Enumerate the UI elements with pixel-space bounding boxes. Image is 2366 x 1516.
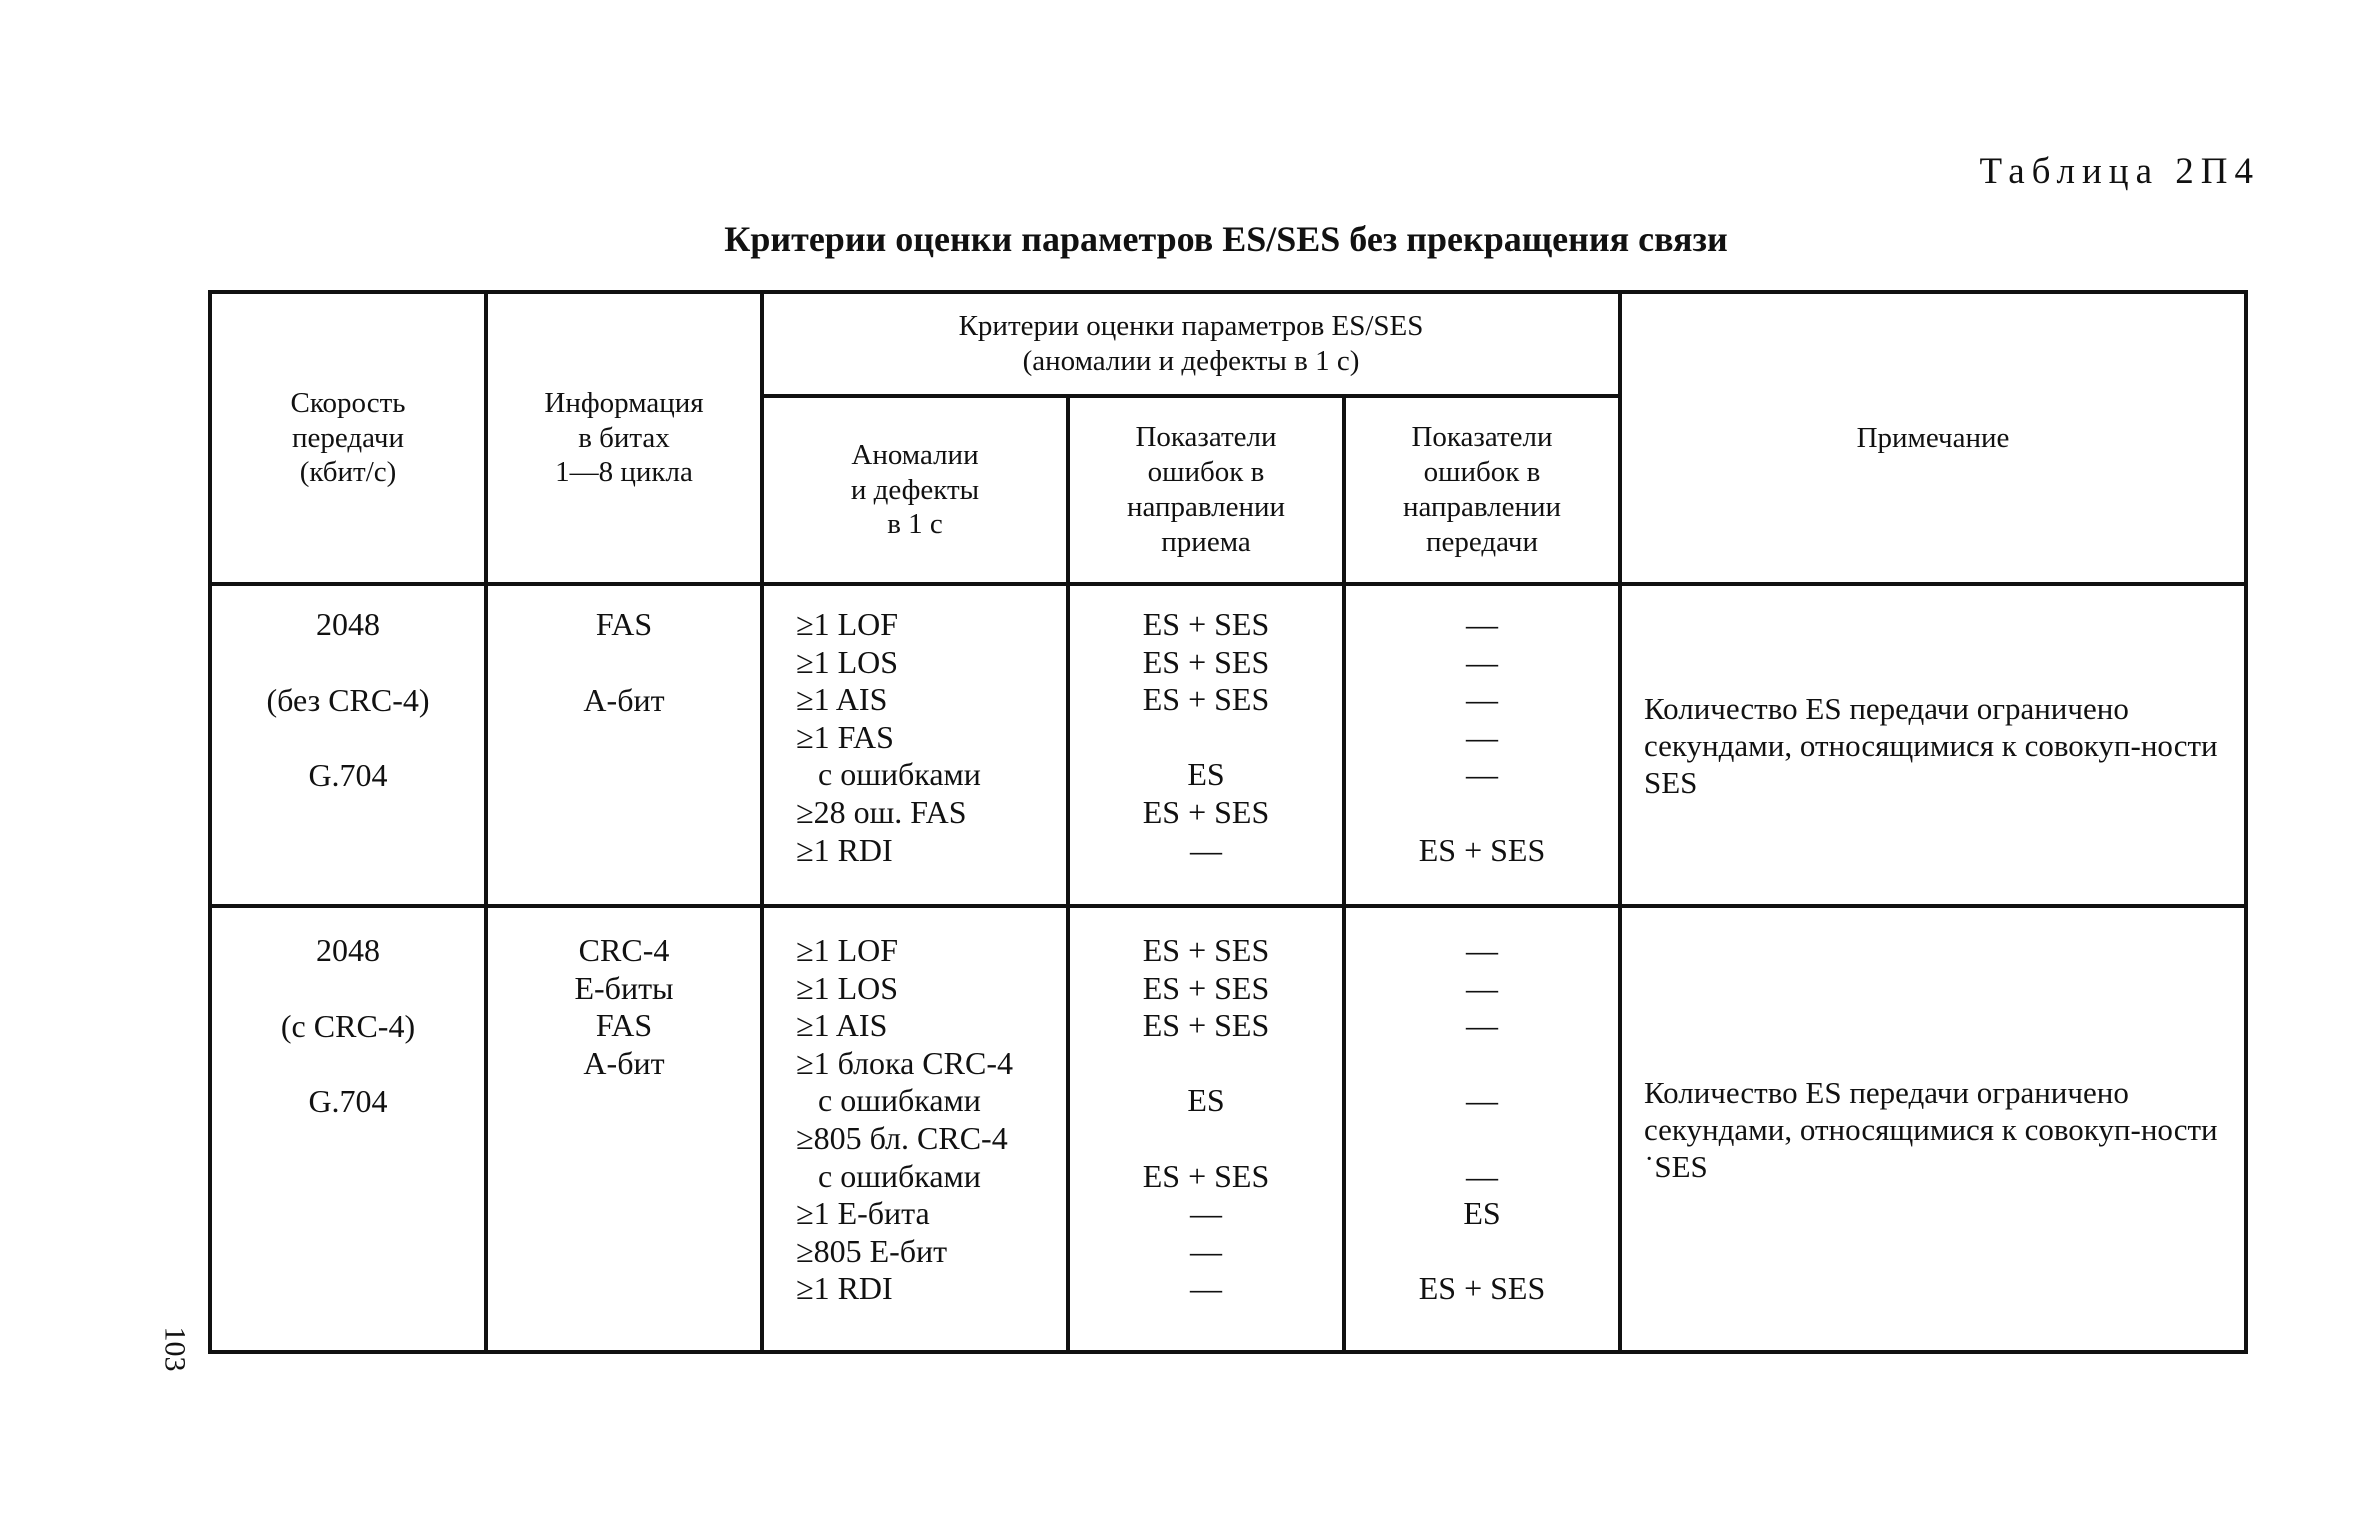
- header-line: передачи: [292, 421, 404, 454]
- list-item: с ошибками: [818, 1082, 981, 1119]
- header-row-1: [210, 292, 2246, 396]
- note-text: Количество ES передачи ограничено секундами, относящимися к совокуп-ности SES: [1644, 690, 2218, 800]
- list-item: —: [1466, 932, 1498, 968]
- speed-cell: [210, 906, 486, 1352]
- list-item: ≥1 RDI: [796, 831, 893, 868]
- list-item: [1346, 1045, 1618, 1083]
- cell-line: Е-биты: [574, 969, 674, 1006]
- list-item: ES: [1463, 1195, 1501, 1232]
- table-title: Критерии оценки параметров ES/SES без прекращения связи: [724, 219, 1728, 259]
- receive-cell: [1068, 584, 1344, 906]
- receive-list: [1070, 606, 1342, 869]
- list-item: [1346, 1233, 1618, 1271]
- header-line: Критерии оценки параметров ES/SES: [958, 310, 1424, 343]
- header-info-text: [488, 386, 760, 490]
- list-item: —: [1190, 1270, 1222, 1307]
- header-line: в 1 с: [887, 508, 943, 541]
- list-item: ES + SES: [1142, 1007, 1270, 1044]
- cell-line: (без CRC-4): [266, 681, 430, 718]
- list-item: ≥805 бл. CRC-4: [796, 1119, 1008, 1156]
- list-item: ≥1 FAS: [796, 718, 894, 755]
- list-item: ≥1 AIS: [796, 681, 888, 718]
- cell-line: 2048: [316, 606, 380, 642]
- header-receive-text: [1070, 420, 1342, 559]
- header-transmit: [1344, 396, 1620, 584]
- cell-line: 2048: [316, 932, 380, 968]
- list-item: [1346, 794, 1618, 832]
- transmit-list: [1346, 606, 1618, 869]
- header-anomalies-text: [764, 438, 1066, 542]
- header-line: 1—8 цикла: [555, 456, 693, 489]
- cell-line: G.704: [308, 757, 388, 794]
- list-item: ≥28 ош. FAS: [796, 793, 967, 830]
- transmit-list: [1346, 932, 1618, 1308]
- header-criteria-group: [762, 292, 1620, 396]
- list-item: —: [1466, 718, 1498, 755]
- table-row: [210, 906, 2246, 1352]
- transmit-cell: [1344, 584, 1620, 906]
- list-item: —: [1466, 1007, 1498, 1044]
- table-row: [210, 584, 2246, 906]
- list-item: ≥1 RDI: [796, 1270, 893, 1307]
- header-line: (кбит/с): [299, 456, 397, 489]
- header-line: передачи: [1426, 525, 1538, 558]
- list-item: —: [1190, 1232, 1222, 1269]
- list-item: ES + SES: [1142, 681, 1270, 718]
- list-item: —: [1466, 643, 1498, 680]
- criteria-list: [796, 932, 1066, 1308]
- info-lines: [488, 606, 760, 719]
- list-item: —: [1190, 831, 1222, 868]
- header-receive: [1068, 396, 1344, 584]
- header-anomalies: [762, 396, 1068, 584]
- list-item: ES + SES: [1142, 793, 1270, 830]
- list-item: ES + SES: [1142, 969, 1270, 1006]
- list-item: ES + SES: [1418, 831, 1546, 868]
- list-item: —: [1466, 1082, 1498, 1119]
- header-transmit-text: [1346, 420, 1618, 559]
- list-item: —: [1466, 606, 1498, 642]
- note-text: Количество ES передачи ограничено секундами, относящимися к совокуп-ности ˙SES: [1644, 1074, 2218, 1184]
- header-criteria-group-text: [764, 309, 1618, 379]
- list-item: ≥805 Е-бит: [796, 1232, 948, 1269]
- list-item: ES + SES: [1142, 1157, 1270, 1194]
- receive-list: [1070, 932, 1342, 1308]
- info-cell: [486, 584, 762, 906]
- criteria-list: [796, 606, 1066, 869]
- header-line: и дефекты: [850, 473, 980, 506]
- info-cell: [486, 906, 762, 1352]
- list-item: ≥1 блока CRC-4: [796, 1044, 1013, 1081]
- header-info: [486, 292, 762, 584]
- header-line: Скорость: [290, 386, 406, 419]
- list-item: ≥1 Е-бита: [796, 1195, 930, 1232]
- header-line: приема: [1161, 525, 1251, 558]
- list-item: ≥1 LOS: [796, 643, 899, 680]
- header-line: направлении: [1126, 491, 1286, 523]
- receive-cell: [1068, 906, 1344, 1352]
- list-item: ≥1 LOF: [796, 932, 899, 968]
- header-note: [1620, 292, 2246, 584]
- transmit-cell: [1344, 906, 1620, 1352]
- list-item: —: [1466, 681, 1498, 718]
- header-speed: [210, 292, 486, 584]
- note-cell: [1620, 906, 2246, 1352]
- speed-lines: [212, 606, 484, 795]
- list-item: ≥1 LOF: [796, 606, 899, 642]
- cell-line: G.704: [308, 1083, 388, 1120]
- criteria-cell: [762, 584, 1068, 906]
- criteria-cell: [762, 906, 1068, 1352]
- criteria-table: [208, 290, 2248, 1354]
- note-cell: [1620, 584, 2246, 906]
- list-item: с ошибками: [818, 756, 981, 793]
- header-note-text: Примечание: [1856, 421, 2010, 454]
- cell-line: FAS: [595, 1007, 653, 1044]
- cell-line: (с CRC-4): [280, 1007, 416, 1044]
- header-line: ошибок в: [1423, 456, 1541, 489]
- cell-line: А-бит: [583, 681, 665, 718]
- list-item: ES + SES: [1142, 606, 1270, 642]
- header-line: ошибок в: [1147, 456, 1265, 489]
- header-line: Аномалии: [851, 438, 979, 471]
- list-item: —: [1466, 1157, 1498, 1194]
- list-item: —: [1190, 1195, 1222, 1232]
- list-item: —: [1466, 969, 1498, 1006]
- list-item: ES + SES: [1418, 1270, 1546, 1307]
- list-item: ES + SES: [1142, 643, 1270, 680]
- list-item: ≥1 LOS: [796, 969, 899, 1006]
- list-item: [1070, 1045, 1342, 1083]
- page-number: 103: [158, 1326, 192, 1372]
- list-item: ES: [1187, 756, 1225, 793]
- cell-line: А-бит: [583, 1044, 665, 1081]
- list-item: ES: [1187, 1082, 1225, 1119]
- list-item: [1070, 719, 1342, 757]
- cell-line: CRC-4: [578, 932, 670, 968]
- info-lines: [488, 932, 760, 1082]
- header-line: (аномалии и дефекты в 1 с): [1022, 345, 1360, 377]
- header-line: Информация: [544, 386, 704, 419]
- header-line: Показатели: [1411, 421, 1553, 454]
- header-speed-text: [212, 386, 484, 490]
- speed-lines: [212, 932, 484, 1121]
- speed-cell: [210, 584, 486, 906]
- list-item: [1346, 1120, 1618, 1158]
- header-line: направлении: [1402, 491, 1562, 523]
- list-item: [1070, 1120, 1342, 1158]
- header-line: в битах: [578, 421, 670, 454]
- header-line: Показатели: [1135, 421, 1277, 454]
- list-item: ≥1 AIS: [796, 1007, 888, 1044]
- list-item: с ошибками: [818, 1157, 981, 1194]
- table-caption: Таблица 2П4: [1979, 151, 2260, 192]
- list-item: ES + SES: [1142, 932, 1270, 968]
- list-item: —: [1466, 756, 1498, 793]
- cell-line: FAS: [595, 606, 653, 642]
